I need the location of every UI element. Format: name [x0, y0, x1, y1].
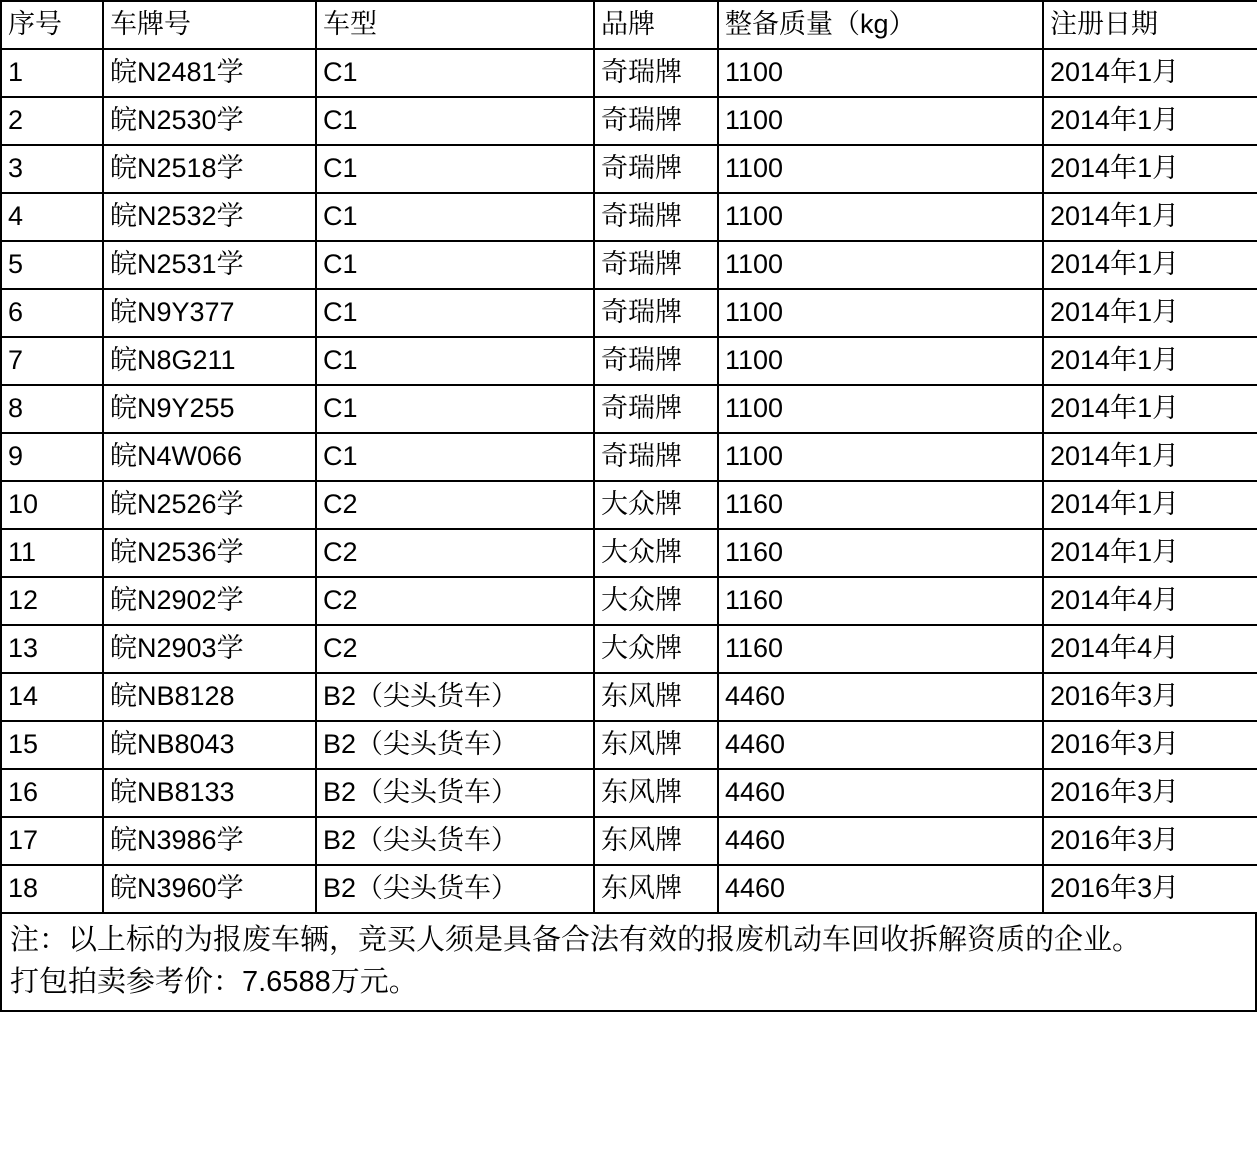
cell-brand: 东风牌 [594, 865, 718, 913]
column-header-curb-weight: 整备质量（kg） [718, 1, 1043, 49]
table-row [1, 577, 1257, 625]
cell-brand: 大众牌 [594, 529, 718, 577]
table-body [1, 49, 1257, 913]
cell-index: 11 [1, 529, 103, 577]
cell-index: 10 [1, 481, 103, 529]
column-header-plate: 车牌号 [103, 1, 316, 49]
cell-curb-weight: 4460 [718, 769, 1043, 817]
cell-plate: 皖N2481学 [103, 49, 316, 97]
cell-curb-weight: 4460 [718, 865, 1043, 913]
cell-brand: 大众牌 [594, 481, 718, 529]
table-row [1, 625, 1257, 673]
cell-index: 5 [1, 241, 103, 289]
cell-index: 13 [1, 625, 103, 673]
cell-brand: 大众牌 [594, 577, 718, 625]
cell-registration-date: 2016年3月 [1043, 721, 1257, 769]
cell-index: 12 [1, 577, 103, 625]
cell-index: 16 [1, 769, 103, 817]
column-header-vehicle-type: 车型 [316, 1, 594, 49]
cell-vehicle-type: C1 [316, 385, 594, 433]
cell-brand: 奇瑞牌 [594, 97, 718, 145]
cell-vehicle-type: B2（尖头货车） [316, 865, 594, 913]
cell-registration-date: 2014年1月 [1043, 49, 1257, 97]
cell-brand: 奇瑞牌 [594, 433, 718, 481]
cell-registration-date: 2016年3月 [1043, 769, 1257, 817]
cell-brand: 奇瑞牌 [594, 241, 718, 289]
cell-plate: 皖N8G211 [103, 337, 316, 385]
table-row [1, 865, 1257, 913]
cell-plate: 皖N4W066 [103, 433, 316, 481]
cell-curb-weight: 1100 [718, 49, 1043, 97]
cell-vehicle-type: C1 [316, 289, 594, 337]
table-row [1, 721, 1257, 769]
cell-index: 1 [1, 49, 103, 97]
cell-registration-date: 2014年1月 [1043, 193, 1257, 241]
cell-plate: 皖N3960学 [103, 865, 316, 913]
cell-curb-weight: 1100 [718, 337, 1043, 385]
cell-vehicle-type: B2（尖头货车） [316, 769, 594, 817]
cell-index: 9 [1, 433, 103, 481]
table-row [1, 193, 1257, 241]
table-row [1, 289, 1257, 337]
cell-index: 18 [1, 865, 103, 913]
cell-brand: 奇瑞牌 [594, 49, 718, 97]
cell-curb-weight: 1100 [718, 97, 1043, 145]
cell-plate: 皖NB8128 [103, 673, 316, 721]
cell-brand: 奇瑞牌 [594, 289, 718, 337]
cell-plate: 皖N2518学 [103, 145, 316, 193]
cell-index: 2 [1, 97, 103, 145]
cell-registration-date: 2014年1月 [1043, 481, 1257, 529]
cell-index: 7 [1, 337, 103, 385]
cell-registration-date: 2016年3月 [1043, 673, 1257, 721]
cell-index: 4 [1, 193, 103, 241]
cell-registration-date: 2014年1月 [1043, 289, 1257, 337]
cell-plate: 皖N9Y255 [103, 385, 316, 433]
cell-brand: 奇瑞牌 [594, 385, 718, 433]
cell-curb-weight: 1160 [718, 577, 1043, 625]
cell-vehicle-type: C2 [316, 577, 594, 625]
cell-registration-date: 2016年3月 [1043, 817, 1257, 865]
cell-brand: 奇瑞牌 [594, 145, 718, 193]
cell-vehicle-type: C1 [316, 241, 594, 289]
cell-plate: 皖N2526学 [103, 481, 316, 529]
cell-index: 3 [1, 145, 103, 193]
cell-brand: 东风牌 [594, 769, 718, 817]
cell-curb-weight: 1100 [718, 241, 1043, 289]
cell-plate: 皖N9Y377 [103, 289, 316, 337]
cell-curb-weight: 4460 [718, 673, 1043, 721]
table-row [1, 481, 1257, 529]
cell-plate: 皖N2530学 [103, 97, 316, 145]
cell-index: 15 [1, 721, 103, 769]
cell-brand: 奇瑞牌 [594, 337, 718, 385]
cell-curb-weight: 1100 [718, 433, 1043, 481]
cell-brand: 大众牌 [594, 625, 718, 673]
notes-section [0, 914, 1257, 1012]
reference-price-text: 打包拍卖参考价：7.6588万元。 [10, 966, 418, 999]
cell-registration-date: 2014年4月 [1043, 625, 1257, 673]
table-row [1, 337, 1257, 385]
cell-registration-date: 2014年1月 [1043, 241, 1257, 289]
cell-vehicle-type: C2 [316, 529, 594, 577]
cell-curb-weight: 1100 [718, 289, 1043, 337]
cell-curb-weight: 1160 [718, 481, 1043, 529]
cell-plate: 皖N2531学 [103, 241, 316, 289]
cell-vehicle-type: C1 [316, 97, 594, 145]
cell-plate: 皖N2536学 [103, 529, 316, 577]
cell-curb-weight: 1100 [718, 193, 1043, 241]
cell-vehicle-type: C1 [316, 145, 594, 193]
cell-brand: 东风牌 [594, 721, 718, 769]
cell-curb-weight: 1100 [718, 145, 1043, 193]
table-row [1, 673, 1257, 721]
column-header-registration-date: 注册日期 [1043, 1, 1257, 49]
cell-plate: 皖N2902学 [103, 577, 316, 625]
table-header-row [1, 1, 1257, 49]
cell-vehicle-type: C2 [316, 625, 594, 673]
cell-registration-date: 2014年1月 [1043, 145, 1257, 193]
cell-vehicle-type: B2（尖头货车） [316, 721, 594, 769]
cell-registration-date: 2014年1月 [1043, 385, 1257, 433]
cell-brand: 奇瑞牌 [594, 193, 718, 241]
cell-vehicle-type: C2 [316, 481, 594, 529]
cell-vehicle-type: C1 [316, 49, 594, 97]
table-row [1, 385, 1257, 433]
table-row [1, 817, 1257, 865]
cell-index: 8 [1, 385, 103, 433]
cell-brand: 东风牌 [594, 817, 718, 865]
column-header-brand: 品牌 [594, 1, 718, 49]
cell-registration-date: 2016年3月 [1043, 865, 1257, 913]
cell-registration-date: 2014年1月 [1043, 529, 1257, 577]
table-row [1, 769, 1257, 817]
table-row [1, 529, 1257, 577]
cell-index: 6 [1, 289, 103, 337]
cell-plate: 皖NB8043 [103, 721, 316, 769]
cell-vehicle-type: C1 [316, 337, 594, 385]
cell-index: 17 [1, 817, 103, 865]
cell-registration-date: 2014年1月 [1043, 433, 1257, 481]
cell-plate: 皖NB8133 [103, 769, 316, 817]
cell-registration-date: 2014年1月 [1043, 97, 1257, 145]
cell-brand: 东风牌 [594, 673, 718, 721]
cell-curb-weight: 1160 [718, 529, 1043, 577]
cell-curb-weight: 1160 [718, 625, 1043, 673]
cell-vehicle-type: B2（尖头货车） [316, 817, 594, 865]
cell-registration-date: 2014年4月 [1043, 577, 1257, 625]
table-row [1, 241, 1257, 289]
table-row [1, 49, 1257, 97]
table-row [1, 433, 1257, 481]
cell-index: 14 [1, 673, 103, 721]
cell-curb-weight: 4460 [718, 817, 1043, 865]
table-header [1, 1, 1257, 49]
cell-plate: 皖N2903学 [103, 625, 316, 673]
cell-vehicle-type: B2（尖头货车） [316, 673, 594, 721]
cell-vehicle-type: C1 [316, 433, 594, 481]
table-row [1, 145, 1257, 193]
table-row [1, 97, 1257, 145]
cell-vehicle-type: C1 [316, 193, 594, 241]
cell-plate: 皖N2532学 [103, 193, 316, 241]
cell-plate: 皖N3986学 [103, 817, 316, 865]
column-header-index: 序号 [1, 1, 103, 49]
cell-registration-date: 2014年1月 [1043, 337, 1257, 385]
cell-curb-weight: 4460 [718, 721, 1043, 769]
cell-curb-weight: 1100 [718, 385, 1043, 433]
remark-text: 注：以上标的为报废车辆，竞买人须是具备合法有效的报废机动车回收拆解资质的企业。 [10, 924, 1142, 956]
